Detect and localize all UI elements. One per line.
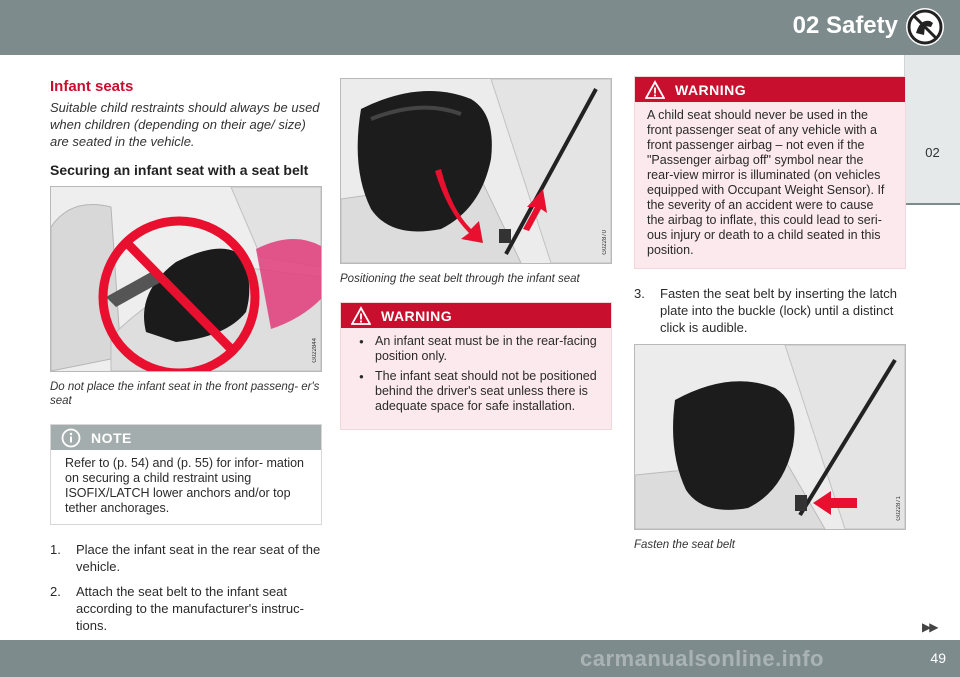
fasten-belt-illustration bbox=[635, 345, 905, 529]
figure-code: G022844 bbox=[312, 338, 318, 363]
figure-front-seat-prohibited bbox=[50, 186, 322, 372]
middle-column bbox=[340, 78, 612, 430]
warning-title: WARNING bbox=[381, 308, 453, 324]
list-item: ● The infant seat should not be positioned behind the driver's seat unless there is adequate space for safe installation. bbox=[353, 369, 599, 414]
right-column bbox=[634, 62, 906, 552]
footer-bar bbox=[0, 640, 960, 677]
warning-header bbox=[635, 77, 905, 102]
note-title: NOTE bbox=[91, 430, 132, 446]
note-header bbox=[51, 425, 321, 450]
page-number: 49 bbox=[930, 650, 946, 666]
warning-body bbox=[341, 328, 611, 429]
figure-positioning-belt bbox=[340, 78, 612, 264]
step-text: Place the infant seat in the rear seat of the vehicle. bbox=[76, 542, 321, 574]
front-seat-illustration bbox=[51, 187, 321, 371]
chapter-title: 02 Safety bbox=[792, 12, 898, 39]
list-item bbox=[634, 285, 906, 336]
figure-code: G022871 bbox=[896, 496, 902, 521]
intro-text: Suitable child restraints should always be used when children (depending on their age/ size) are seated in the vehicle. bbox=[50, 100, 320, 149]
warning-triangle-icon bbox=[645, 80, 665, 100]
warning-title: WARNING bbox=[675, 82, 747, 98]
note-box bbox=[50, 424, 322, 525]
step-number: 3. bbox=[634, 286, 645, 301]
header-bar bbox=[0, 0, 960, 55]
info-icon bbox=[61, 428, 81, 448]
warning-box bbox=[634, 76, 906, 269]
warning-header bbox=[341, 303, 611, 328]
chapter-side-tab[interactable] bbox=[904, 55, 960, 205]
no-child-seat-icon bbox=[904, 6, 946, 48]
step-text: Attach the seat belt to the infant seat according to the manufacturer's instruc- tions. bbox=[76, 584, 304, 633]
steps-list-right bbox=[634, 285, 906, 336]
warning-box bbox=[340, 302, 612, 430]
step-text: Fasten the seat belt by inserting the latch plate into the buckle (lock) until a distinct click is audible. bbox=[660, 286, 898, 335]
list-item: ● An infant seat must be in the rear-facing position only. bbox=[353, 334, 599, 364]
belt-positioning-illustration bbox=[341, 79, 611, 263]
list-item bbox=[50, 541, 322, 575]
section-title: Infant seats bbox=[50, 78, 134, 95]
step-number: 1. bbox=[50, 542, 61, 557]
step-number: 2. bbox=[50, 584, 61, 599]
side-tab-label: 02 bbox=[925, 145, 940, 160]
figure-code: G022870 bbox=[602, 230, 608, 255]
steps-list-left bbox=[50, 541, 322, 634]
left-column bbox=[50, 72, 322, 642]
warning-triangle-icon bbox=[351, 306, 371, 326]
note-text: Refer to (p. 54) and (p. 55) for infor- mation on securing a child restraint using ISOFIX/LATCH lower anchors and/or top tether anchorages. bbox=[51, 450, 321, 524]
double-chevron-right-icon[interactable]: ▶▶ bbox=[922, 620, 937, 634]
warning-list bbox=[353, 334, 599, 414]
figure-caption: Do not place the infant seat in the front passeng- er's seat bbox=[50, 381, 320, 407]
warning-text: A child seat should never be used in the front passenger seat of any vehicle with a front passenger airbag – not even if the "Passenger airbag off" symbol near the rear-view mirror is illuminated (on vehicles equipped with Occupant Weight Sensor). If the severity of an accident were to cause the airbag to inflate, this could lead to seri- ous injury or death to a child seated in this position. bbox=[635, 102, 905, 268]
list-item bbox=[50, 583, 322, 634]
figure-caption: Fasten the seat belt bbox=[634, 539, 736, 551]
subheading: Securing an infant seat with a seat belt bbox=[50, 162, 309, 178]
watermark: carmanualsonline.info bbox=[580, 646, 824, 671]
figure-caption: Positioning the seat belt through the infant seat bbox=[340, 273, 580, 285]
figure-fasten-belt bbox=[634, 344, 906, 530]
